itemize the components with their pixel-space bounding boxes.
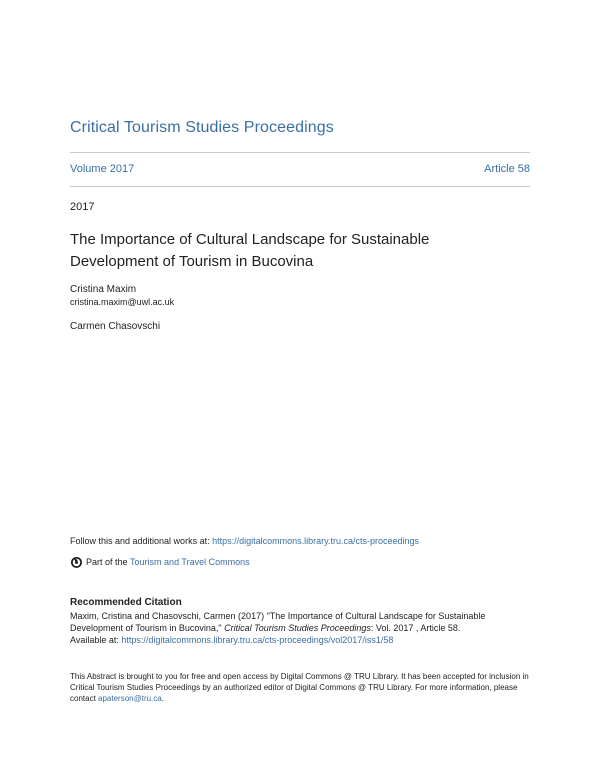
article-number-link[interactable]: Article 58 bbox=[484, 163, 530, 175]
bottom-divider bbox=[70, 186, 530, 187]
citation-volume: : Vol. 2017 , Article 58. bbox=[370, 623, 461, 633]
contact-email-link[interactable]: apaterson@tru.ca bbox=[98, 694, 162, 703]
volume-link[interactable]: Volume 2017 bbox=[70, 163, 135, 175]
part-of-label: Part of the bbox=[86, 556, 128, 567]
citation-url-link[interactable]: https://digitalcommons.library.tru.ca/cts-proceedings/vol2017/iss1/58 bbox=[121, 635, 394, 645]
citation-body: Maxim, Cristina and Chasovschi, Carmen (2017) "The Importance of Cultural Landscape for Sustainable Development of Tourism in Bucovina," bbox=[70, 611, 486, 633]
open-access-icon bbox=[70, 555, 83, 568]
citation-journal: Critical Tourism Studies Proceedings bbox=[224, 623, 371, 633]
article-title: The Importance of Cultural Landscape for Sustainable Development of Tourism in Bucovina bbox=[70, 231, 430, 270]
access-notice bbox=[70, 671, 540, 704]
top-divider bbox=[70, 152, 530, 153]
citation-text bbox=[70, 610, 540, 646]
access-notice-text: This Abstract is brought to you for free and open access by Digital Commons @ TRU Library. It has been accepted for inclusion in Critical Tourism Studies Proceedings by an authorized editor of Digital Commons @ TRU Library. For more information, please contact bbox=[70, 672, 529, 703]
publication-year: 2017 bbox=[70, 201, 95, 213]
author-name: Carmen Chasovschi bbox=[70, 321, 161, 332]
author-name: Cristina Maxim bbox=[70, 284, 137, 295]
access-notice-end: . bbox=[161, 694, 164, 703]
follow-link[interactable]: https://digitalcommons.library.tru.ca/cts-proceedings bbox=[212, 536, 419, 546]
available-label: Available at: bbox=[70, 635, 122, 645]
author-email: cristina.maxim@uwl.ac.uk bbox=[70, 297, 175, 307]
part-of-line bbox=[70, 555, 250, 568]
recommended-citation-heading: Recommended Citation bbox=[70, 597, 182, 608]
follow-line bbox=[70, 536, 419, 546]
follow-label: Follow this and additional works at: bbox=[70, 536, 213, 546]
journal-title-link[interactable]: Critical Tourism Studies Proceedings bbox=[70, 119, 334, 136]
tourism-commons-link[interactable]: Tourism and Travel Commons bbox=[130, 556, 250, 567]
